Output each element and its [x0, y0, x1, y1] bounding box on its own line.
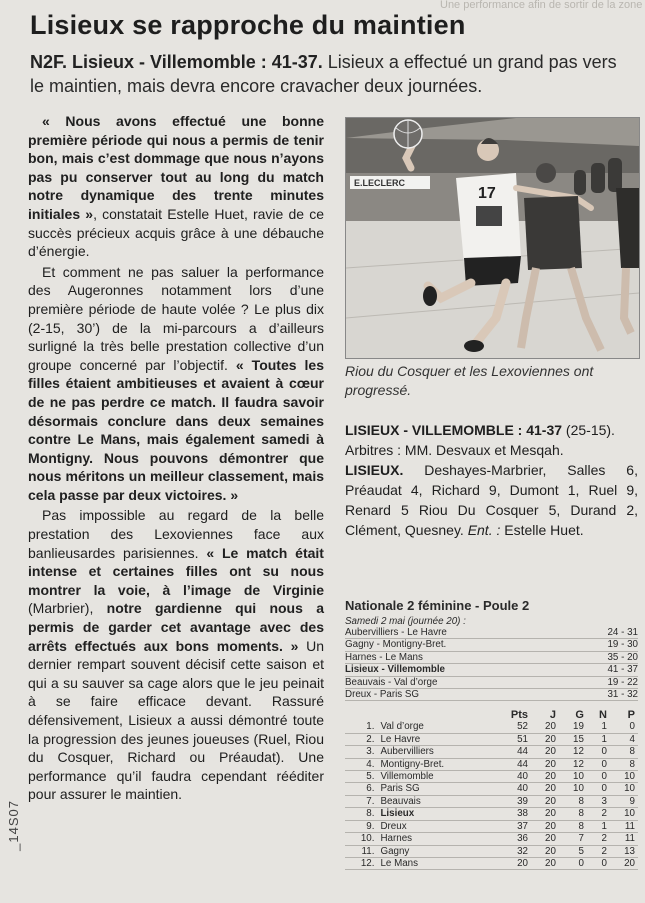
table-row [345, 783, 638, 795]
deck-lead: N2F. Lisieux - Villemomble : 41-37. [30, 52, 323, 72]
paragraph-2 [28, 263, 324, 505]
p-cell: 9 [610, 795, 638, 807]
lineup-players: Deshayes-Marbrier, Salles 6, Préaudat 4, Richard 9, Dumont 1, Ruel 9, Renard 5 Riou Du Cosquer 5, Durand 2, Clément, Quesney. [345, 462, 638, 538]
col-rank [345, 709, 377, 721]
pts-cell: 20 [493, 857, 531, 869]
deck [30, 50, 630, 98]
g-cell: 7 [559, 833, 587, 845]
rank-cell: 1. [345, 721, 377, 733]
n-cell: 2 [587, 845, 610, 857]
g-cell: 5 [559, 845, 587, 857]
pts-cell: 52 [493, 721, 531, 733]
lineup [345, 460, 638, 540]
match-row [345, 639, 638, 651]
match-row [345, 664, 638, 676]
result-score: LISIEUX - VILLEMOMBLE : 41-37 [345, 422, 563, 438]
table-row [345, 857, 638, 869]
table-row [345, 808, 638, 820]
team-cell: Lisieux [377, 808, 492, 820]
n-cell: 0 [587, 771, 610, 783]
team-cell: Gagny [377, 845, 492, 857]
table-row [345, 845, 638, 857]
team-cell: Le Mans [377, 857, 492, 869]
j-cell: 20 [531, 845, 559, 857]
match-row [345, 677, 638, 689]
league-table [345, 709, 638, 870]
team-cell: Villemomble [377, 771, 492, 783]
n-cell: 0 [587, 857, 610, 869]
league-table-header [345, 709, 638, 721]
pts-cell: 51 [493, 733, 531, 745]
team-cell: Harnes [377, 833, 492, 845]
match-result-box [345, 420, 638, 540]
n-cell: 1 [587, 721, 610, 733]
rank-cell: 2. [345, 733, 377, 745]
match-teams: Lisieux - Villemomble [345, 664, 445, 676]
j-cell: 20 [531, 783, 559, 795]
col-g: G [575, 709, 584, 722]
matchday-date: Samedi 2 mai (journée 20) : [345, 616, 466, 627]
rank-cell: 3. [345, 746, 377, 758]
team-cell: Montigny-Bret. [377, 758, 492, 770]
g-cell: 0 [559, 857, 587, 869]
j-cell: 20 [531, 857, 559, 869]
match-score: 41 - 37 [607, 664, 638, 676]
table-row [345, 771, 638, 783]
match-teams: Gagny - Montigny-Bret. [345, 639, 447, 651]
quote-3a: « Le match était intense et certaines filles ont su nous montrer la voie, à l’image de Virginie [28, 544, 324, 598]
paragraph-2-text: Et comment ne pas saluer la performance des Augeronnes notamment lors d’une première période de haute volée ? Le plus dix (2-15, 30’) de la mi-parcours a d’ailleurs surligné la très belle prestation collective d’un groupe concerné par l’objectif. [28, 263, 324, 373]
handball-photo [345, 117, 640, 359]
pts-cell: 44 [493, 758, 531, 770]
quote-3b: notre gardienne qui nous a permis de garder cet avantage avec des arrêts effectués aux bons moments. » [28, 600, 324, 654]
pts-cell: 32 [493, 845, 531, 857]
match-score: 31 - 32 [607, 689, 638, 701]
match-teams: Aubervilliers - Le Havre [345, 627, 447, 638]
g-cell: 8 [559, 820, 587, 832]
match-score: 19 - 30 [607, 639, 638, 651]
g-cell: 15 [559, 733, 587, 745]
p-cell: 20 [610, 857, 638, 869]
quote-2: « Toutes les filles étaient ambitieuses et avaient à cœur de ne pas perdre ce match. Il faudra savoir désormais conclure dans deux semaines contre Le Mans, mais également samedi à Montigny. Nous pouvons démontrer que nous méritons un meilleur classement, mais cela passe par deux victoires. » [28, 356, 324, 503]
match-teams: Beauvais - Val d’orge [345, 676, 438, 688]
table-row [345, 820, 638, 832]
adjacent-article-bleed: Une performance afin de sortir de la zone [440, 0, 643, 11]
referees: Arbitres : MM. Desvaux et Mesqah. [345, 442, 564, 458]
rank-cell: 5. [345, 771, 377, 783]
n-cell: 2 [587, 808, 610, 820]
team-cell: Dreux [377, 820, 492, 832]
g-cell: 8 [559, 808, 587, 820]
g-cell: 19 [559, 721, 587, 733]
table-row [345, 795, 638, 807]
team-name: LISIEUX. [345, 462, 404, 478]
article-body [28, 112, 324, 806]
pts-cell: 40 [493, 783, 531, 795]
n-cell: 0 [587, 746, 610, 758]
team-cell: Val d’orge [377, 721, 492, 733]
pts-cell: 40 [493, 771, 531, 783]
match-row [345, 689, 638, 701]
match-results-list [345, 627, 638, 701]
rank-cell: 11. [345, 845, 377, 857]
g-cell: 8 [559, 795, 587, 807]
paragraph-3-aside: (Marbrier), [28, 600, 107, 617]
rank-cell: 7. [345, 795, 377, 807]
rank-cell: 9. [345, 820, 377, 832]
j-cell: 20 [531, 733, 559, 745]
n-cell: 1 [587, 733, 610, 745]
coach-name: Estelle Huet. [500, 522, 584, 538]
rank-cell: 12. [345, 857, 377, 869]
paragraph-3 [28, 506, 324, 804]
col-p: P [627, 709, 635, 722]
p-cell: 0 [610, 721, 638, 733]
match-teams: Harnes - Le Mans [345, 651, 423, 663]
j-cell: 20 [531, 771, 559, 783]
pts-cell: 39 [493, 795, 531, 807]
p-cell: 10 [610, 808, 638, 820]
match-teams: Dreux - Paris SG [345, 689, 420, 701]
col-j: J [549, 709, 556, 722]
table-row [345, 733, 638, 745]
photo-caption: Riou du Cosquer et les Lexoviennes ont progressé. [345, 363, 594, 398]
standings-heading: Nationale 2 féminine - Poule 2 [345, 598, 530, 613]
g-cell: 12 [559, 746, 587, 758]
paragraph-3-text: Pas impossible au regard de la belle prestation des Lexoviennes face aux banlieusardes parisiennes. [28, 507, 324, 561]
j-cell: 20 [531, 721, 559, 733]
n-cell: 1 [587, 820, 610, 832]
banner-text: E.LECLERC [354, 178, 406, 188]
page-code: _14S07 [6, 800, 21, 851]
p-cell: 11 [610, 833, 638, 845]
table-row [345, 833, 638, 845]
standings-box [345, 598, 638, 870]
j-cell: 20 [531, 746, 559, 758]
match-score: 24 - 31 [607, 627, 638, 638]
team-cell: Le Havre [377, 733, 492, 745]
g-cell: 10 [559, 783, 587, 795]
p-cell: 11 [610, 820, 638, 832]
result-header [345, 420, 638, 440]
match-score: 19 - 22 [607, 676, 638, 688]
g-cell: 10 [559, 771, 587, 783]
pts-cell: 37 [493, 820, 531, 832]
n-cell: 0 [587, 783, 610, 795]
rank-cell: 8. [345, 808, 377, 820]
j-cell: 20 [531, 820, 559, 832]
headline: Lisieux se rapproche du maintien [30, 10, 466, 40]
pts-cell: 36 [493, 833, 531, 845]
p-cell: 4 [610, 733, 638, 745]
rank-cell: 4. [345, 758, 377, 770]
j-cell: 20 [531, 758, 559, 770]
team-cell: Paris SG [377, 783, 492, 795]
col-n: N [599, 709, 607, 722]
g-cell: 12 [559, 758, 587, 770]
photo-illustration [346, 118, 639, 358]
col-team [377, 709, 492, 721]
p-cell: 10 [610, 783, 638, 795]
p-cell: 13 [610, 845, 638, 857]
paragraph-3-rest: Un dernier rempart souvent décisif cette saison et qui a su sauver sa cage alors que le jeu peinait à se faire efficace devant. Rassuré défensivement, Lisieux a aussi démontré toute la progression des jeunes joueuses (Ruel, Riou du Cosquer, Richard ou Préaudat). Une performance qu’il faudra cependant rééditer pour assurer le maintien. [28, 637, 324, 803]
n-cell: 0 [587, 758, 610, 770]
p-cell: 10 [610, 771, 638, 783]
table-row [345, 721, 638, 733]
jersey-number: 17 [478, 185, 496, 202]
pts-cell: 44 [493, 746, 531, 758]
j-cell: 20 [531, 795, 559, 807]
result-halftime: (25-15). [562, 422, 615, 438]
paragraph-1 [28, 112, 324, 261]
coach-label: Ent. : [467, 522, 501, 538]
n-cell: 2 [587, 833, 610, 845]
quote-1: « Nous avons effectué une bonne première période qui nous a permis de tenir bon, mais c’est dommage que nous n’ayons pas pu conserver tout au long du match notre dynamique des trente minutes initiales » [28, 113, 324, 222]
match-row [345, 627, 638, 639]
p-cell: 8 [610, 758, 638, 770]
table-row [345, 746, 638, 758]
n-cell: 3 [587, 795, 610, 807]
j-cell: 20 [531, 833, 559, 845]
table-row [345, 758, 638, 770]
deck-text: Lisieux a effectué un grand pas vers le maintien, mais devra encore cravacher deux journées. [30, 52, 617, 96]
pts-cell: 38 [493, 808, 531, 820]
col-pts: Pts [510, 709, 528, 722]
paragraph-1-rest: , constatait Estelle Huet, ravie de ce succès précieux acquis grâce à une débauche d’énergie. [28, 205, 324, 260]
match-score: 35 - 20 [607, 651, 638, 663]
j-cell: 20 [531, 808, 559, 820]
rank-cell: 6. [345, 783, 377, 795]
team-cell: Aubervilliers [377, 746, 492, 758]
p-cell: 8 [610, 746, 638, 758]
team-cell: Beauvais [377, 795, 492, 807]
rank-cell: 10. [345, 833, 377, 845]
match-row [345, 652, 638, 664]
